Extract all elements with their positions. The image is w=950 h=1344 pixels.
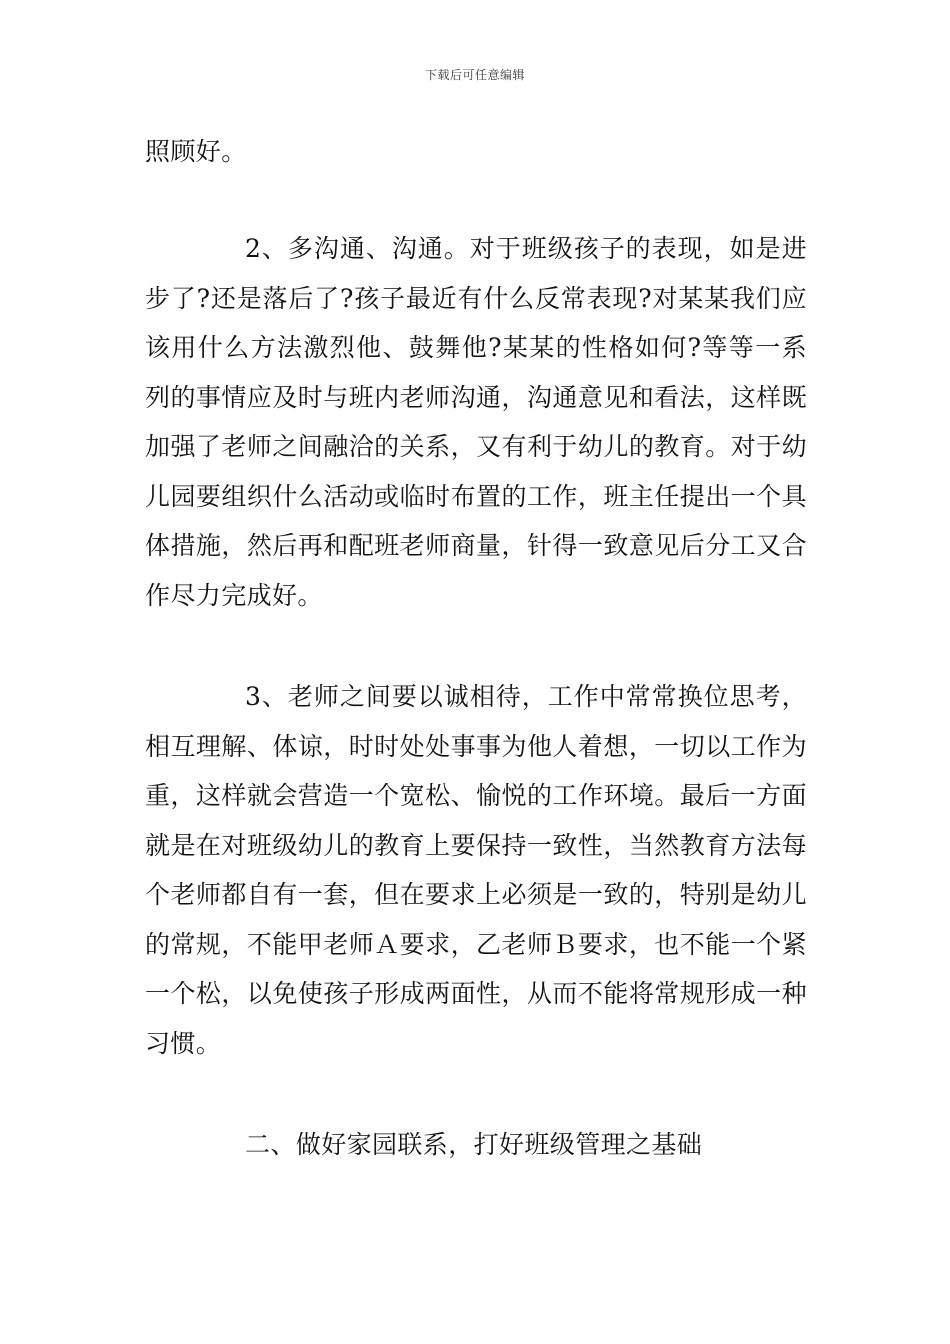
header-note: 下载后可任意编辑 [424,68,525,82]
paragraph-communication: 2、多沟通、沟通。对于班级孩子的表现，如是进步了?还是落后了?孩子最近有什么反常表现?对某某我们应该用什么方法激烈他、鼓舞他?某某的性格如何?等等一系列的事情应及时与班内老师沟通，沟通意见和看法，这样既加强了老师之间融洽的关系，又有利于幼儿的教育。对于幼儿园要组织什么活动或临时布置的工作，班主任提出一个具体措施，然后再和配班老师商量，针得一致意见后分工又合作尽力完成好。 [145,234,807,610]
paragraph-mutual-respect: 3、老师之间要以诚相待，工作中常常换位思考，相互理解、体谅，时时处处事事为他人着想，一切以工作为重，这样就会营造一个宽松、愉悦的工作环境。最后一方面就是在对班级幼儿的教育上要保持一致性，当然教育方法每个老师都自有一套，但在要求上必须是一致的，特别是幼儿的常规，不能甲老师Ａ要求，乙老师Ｂ要求，也不能一个紧一个松，以免使孩子形成两面性，从而不能将常规形成一种习惯。 [145,682,807,1058]
paragraph-continuation: 照顾好。 [145,137,247,166]
section-heading-home-school: 二、做好家园联系，打好班级管理之基础 [245,1130,703,1159]
